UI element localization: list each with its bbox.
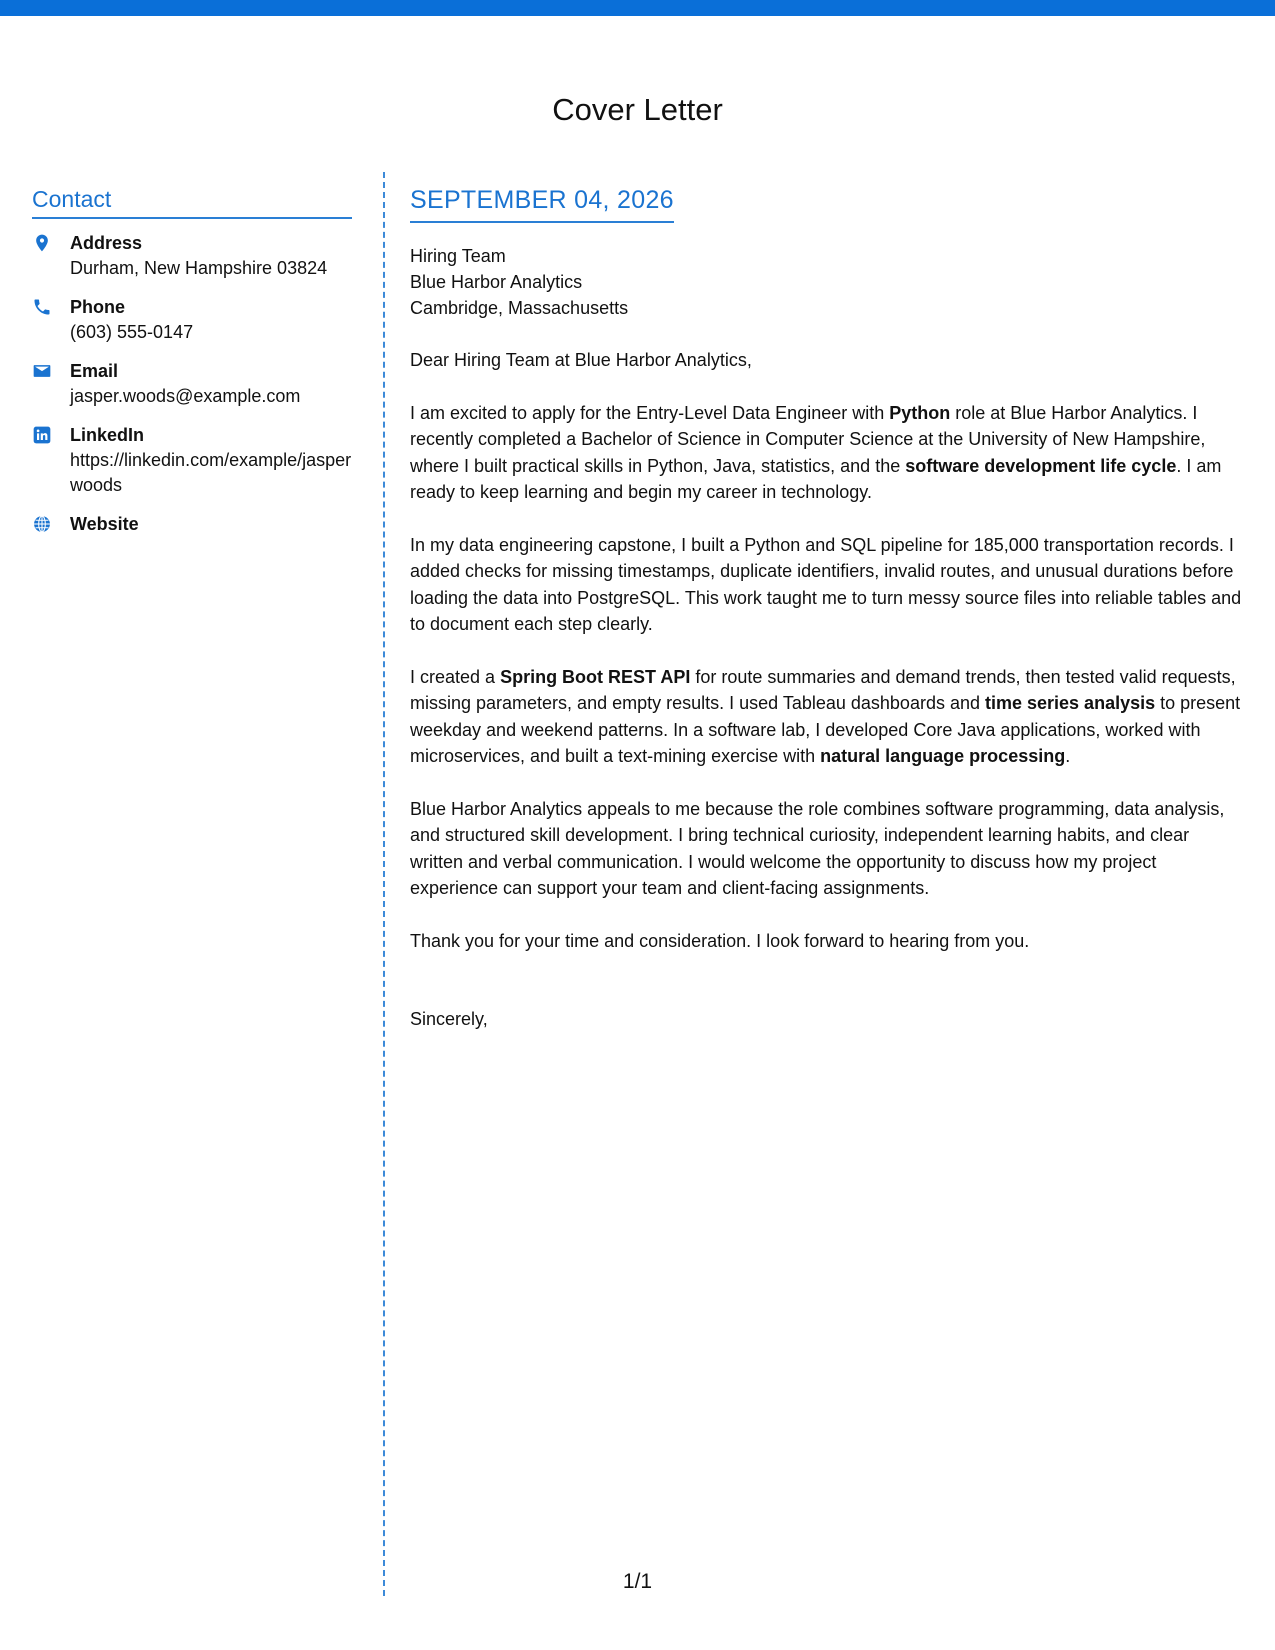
contact-label: Email: [70, 361, 119, 381]
linkedin-value[interactable]: https://linkedin.com/example/jasperwoods: [70, 450, 352, 495]
phone-icon: [32, 295, 70, 317]
paragraph-capstone: In my data engineering capstone, I built a Python and SQL pipeline for 185,000 transportation records. I added checks for missing timestamps, duplicate identifiers, invalid routes, and unusual durations before loading the data into PostgreSQL. This work taught me to turn messy source files into reliable tables and to document each step clearly.: [410, 534, 1242, 634]
text-run: I created a: [410, 666, 501, 687]
text-run: . I am ready to keep learning and begin my career in technology.: [410, 455, 1222, 502]
text-run: to present weekday and weekend patterns. In a software lab, I developed Core Java applications, worked with microservices, and built a text-mining exercise with: [410, 693, 1241, 766]
text-run: .: [1065, 746, 1071, 766]
contact-item-address: [32, 231, 352, 281]
bold-run: software development life cycle: [905, 455, 1177, 476]
contact-heading: Contact: [32, 186, 352, 219]
email-value[interactable]: jasper.woods@example.com: [70, 386, 301, 406]
contact-label: Website: [70, 514, 139, 534]
recipient-line: Hiring Team: [410, 246, 506, 266]
contact-sidebar: [32, 186, 352, 551]
bold-run: natural language processing: [820, 746, 1066, 766]
text-run: I am excited to apply for the Entry-Level Data Engineer with: [410, 402, 890, 423]
closing: Sincerely,: [410, 1009, 488, 1029]
globe-icon: [32, 512, 70, 534]
contact-list: [32, 231, 352, 537]
bold-run: Python: [889, 402, 951, 423]
bold-run: Spring Boot REST API: [500, 666, 691, 687]
contact-label: LinkedIn: [70, 425, 145, 445]
envelope-icon: [32, 359, 70, 381]
contact-item-linkedin: [32, 423, 352, 498]
paragraph-motivation: Blue Harbor Analytics appeals to me because the role combines software programming, data analysis, and structured skill development. I bring technical curiosity, independent learning habits, and clear written and verbal communication. I would welcome the opportunity to discuss how my project experience can support your team and client-facing assignments.: [410, 798, 1225, 898]
recipient-line: Blue Harbor Analytics: [410, 272, 583, 292]
paragraph-intro: [410, 400, 1245, 506]
contact-item-phone: [32, 295, 352, 345]
address-value: Durham, New Hampshire 03824: [70, 258, 328, 278]
letter-body: [410, 186, 1245, 1032]
text-run: for route summaries and demand trends, then tested valid requests, missing parameters, and empty results. I used Tableau dashboards and: [410, 666, 1236, 713]
document-title: Cover Letter: [552, 92, 723, 127]
letter-date: SEPTEMBER 04, 2026: [410, 186, 674, 223]
recipient-block: [410, 243, 1245, 321]
page-number: 1/1: [622, 1570, 653, 1593]
location-pin-icon: [32, 231, 70, 253]
phone-value: (603) 555-0147: [70, 322, 194, 342]
contact-label: Address: [70, 233, 143, 253]
contact-item-email: [32, 359, 352, 409]
recipient-line: Cambridge, Massachusetts: [410, 298, 629, 318]
paragraph-thanks: Thank you for your time and consideration. I look forward to hearing from you.: [410, 930, 1030, 951]
paragraph-projects: [410, 664, 1245, 770]
contact-item-website: [32, 512, 352, 537]
contact-label: Phone: [70, 297, 126, 317]
linkedin-icon: [32, 423, 70, 445]
top-accent-bar: [0, 0, 1275, 16]
column-divider: [383, 172, 385, 1596]
text-run: role at Blue Harbor Analytics. I recently completed a Bachelor of Science in Computer Science at the University of New Hampshire, where I built practical skills in Python, Java, statistics, and the: [410, 402, 1206, 476]
bold-run: time series analysis: [985, 693, 1156, 713]
salutation: Dear Hiring Team at Blue Harbor Analytics,: [410, 350, 752, 370]
